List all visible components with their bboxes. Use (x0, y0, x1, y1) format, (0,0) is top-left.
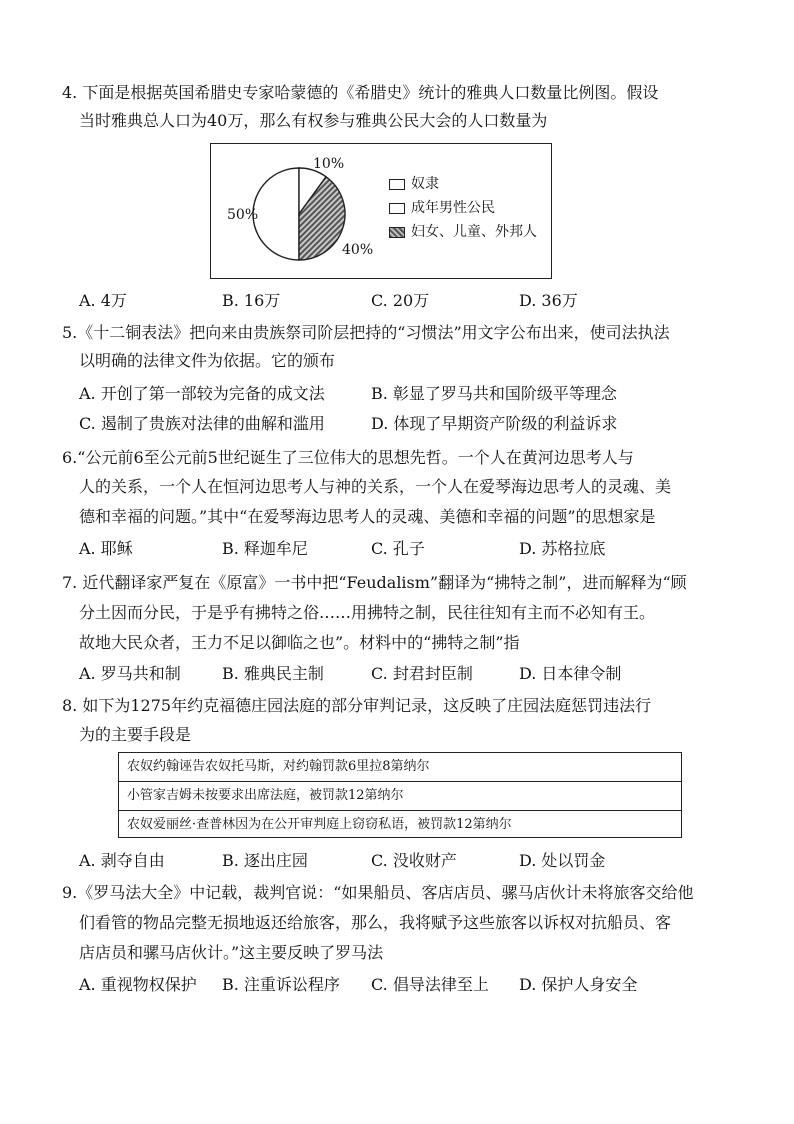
court-record-row: 小管家吉姆未按要求出席法庭，被罚款12第纳尔 (119, 782, 681, 811)
q5-stem-line2: 以明确的法律文件为依据。它的颁布 (79, 351, 336, 370)
q8-option-c[interactable]: C. 没收财产 (371, 851, 457, 870)
q7-option-a[interactable]: A. 罗马共和制 (79, 664, 181, 683)
q7-option-c[interactable]: C. 封君封臣制 (371, 664, 473, 683)
q5-stem-line1: 5.《十二铜表法》把向来由贵族祭司阶层把持的“习惯法”用文字公布出来，使司法执法 (62, 323, 670, 342)
legend-swatch-white (389, 179, 405, 190)
q7-options (79, 663, 734, 687)
q6-stem-line3: 德和幸福的问题。”其中“在爱琴海边思考人的灵魂、美德和幸福的问题”的思想家是 (79, 507, 656, 526)
q6-option-c[interactable]: C. 孔子 (371, 539, 425, 558)
q9-stem-line3: 店店员和骡马店伙计。”这主要反映了罗马法 (79, 943, 384, 962)
q6-stem-line1: 6.“公元前6至公元前5世纪诞生了三位伟大的思想先哲。一个人在黄河边思考人与 (62, 448, 634, 467)
slice-label-50: 50% (227, 207, 259, 223)
q7-stem-line2: 分土因而分民，于是乎有拂特之俗……用拂特之制，民往往知有主而不必知有王。 (79, 603, 656, 622)
q6-option-b[interactable]: B. 释迦牟尼 (222, 539, 308, 558)
q4-option-b[interactable]: B. 16万 (222, 291, 281, 310)
q5-options-row1 (79, 383, 734, 407)
q8-option-d[interactable]: D. 处以罚金 (519, 851, 606, 870)
q8-option-a[interactable]: A. 剥夺自由 (79, 851, 165, 870)
q7-stem-line1: 7. 近代翻译家严复在《原富》一书中把“Feudalism”翻译为“拂特之制”，进而解释为“顾 (62, 573, 687, 592)
q8-option-b[interactable]: B. 逐出庄园 (222, 851, 308, 870)
legend-label: 奴隶 (411, 176, 439, 192)
q6-stem-line2: 人的关系，一个人在恒河边思考人与神的关系，一个人在爱琴海边思考人的灵魂、美 (79, 477, 672, 496)
q7-stem-line3: 故地大民众者，王力不足以御临之也”。材料中的“拂特之制”指 (79, 633, 520, 652)
q9-option-d[interactable]: D. 保护人身安全 (519, 975, 638, 994)
q9-option-b[interactable]: B. 注重诉讼程序 (222, 975, 340, 994)
q5-option-d[interactable]: D. 体现了早期资产阶级的利益诉求 (371, 414, 618, 433)
q4-option-a[interactable]: A. 4万 (79, 291, 127, 310)
q9-stem-line1: 9.《罗马法大全》中记载，裁判官说：“如果船员、客店店员、骡马店伙计未将旅客交给他 (62, 883, 694, 902)
q7-option-b[interactable]: B. 雅典民主制 (222, 664, 324, 683)
q4-stem-line2: 当时雅典总人口为40万，那么有权参与雅典公民大会的人口数量为 (79, 111, 548, 130)
q4-option-d[interactable]: D. 36万 (519, 291, 578, 310)
q6-options (79, 538, 734, 562)
q5-option-b[interactable]: B. 彰显了罗马共和国阶级平等理念 (371, 384, 617, 403)
legend-item-slaves (389, 174, 537, 198)
q6-option-a[interactable]: A. 耶稣 (79, 539, 133, 558)
q9-option-c[interactable]: C. 倡导法律至上 (371, 975, 489, 994)
legend-item-women-children (389, 222, 537, 246)
slice-label-40: 40% (342, 242, 374, 258)
q4-options (79, 290, 734, 314)
q4-option-c[interactable]: C. 20万 (371, 291, 430, 310)
q6-option-d[interactable]: D. 苏格拉底 (519, 539, 606, 558)
court-record-row: 农奴约翰诬告农奴托马斯，对约翰罚款6里拉8第纳尔 (119, 753, 681, 782)
q5-option-c[interactable]: C. 遏制了贵族对法律的曲解和滥用 (79, 414, 325, 433)
slice-label-10: 10% (313, 156, 345, 172)
pie-slice-slaves (253, 168, 299, 260)
q8-stem-line2: 为的主要手段是 (79, 725, 192, 744)
q9-stem-line2: 们看管的物品完整无损地返还给旅客，那么，我将赋予这些旅客以诉权对抗船员、客 (79, 913, 672, 932)
q8-stem-line1: 8. 如下为1275年约克福德庄园法庭的部分审判记录，这反映了庄园法庭惩罚违法行 (62, 696, 652, 715)
court-record-table (118, 752, 682, 838)
chart-legend (389, 174, 537, 246)
legend-swatch-hatched (389, 227, 405, 238)
legend-item-male-citizens (389, 198, 537, 222)
q7-option-d[interactable]: D. 日本律令制 (519, 664, 622, 683)
population-pie-chart (210, 143, 552, 279)
court-record-row: 农奴爱丽丝·查普林因为在公开审判庭上窃窃私语，被罚款12第纳尔 (127, 817, 512, 832)
q9-option-a[interactable]: A. 重视物权保护 (79, 975, 197, 994)
q9-options (79, 974, 734, 998)
q4-stem-line1: 4. 下面是根据英国希腊史专家哈蒙德的《希腊史》统计的雅典人口数量比例图。假设 (62, 83, 659, 102)
q5-option-a[interactable]: A. 开创了第一部较为完备的成文法 (79, 384, 325, 403)
legend-label: 妇女、儿童、外邦人 (411, 224, 537, 240)
q8-options (79, 850, 734, 874)
legend-label: 成年男性公民 (411, 200, 495, 216)
legend-swatch-white (389, 203, 405, 214)
q5-options-row2 (79, 413, 734, 437)
